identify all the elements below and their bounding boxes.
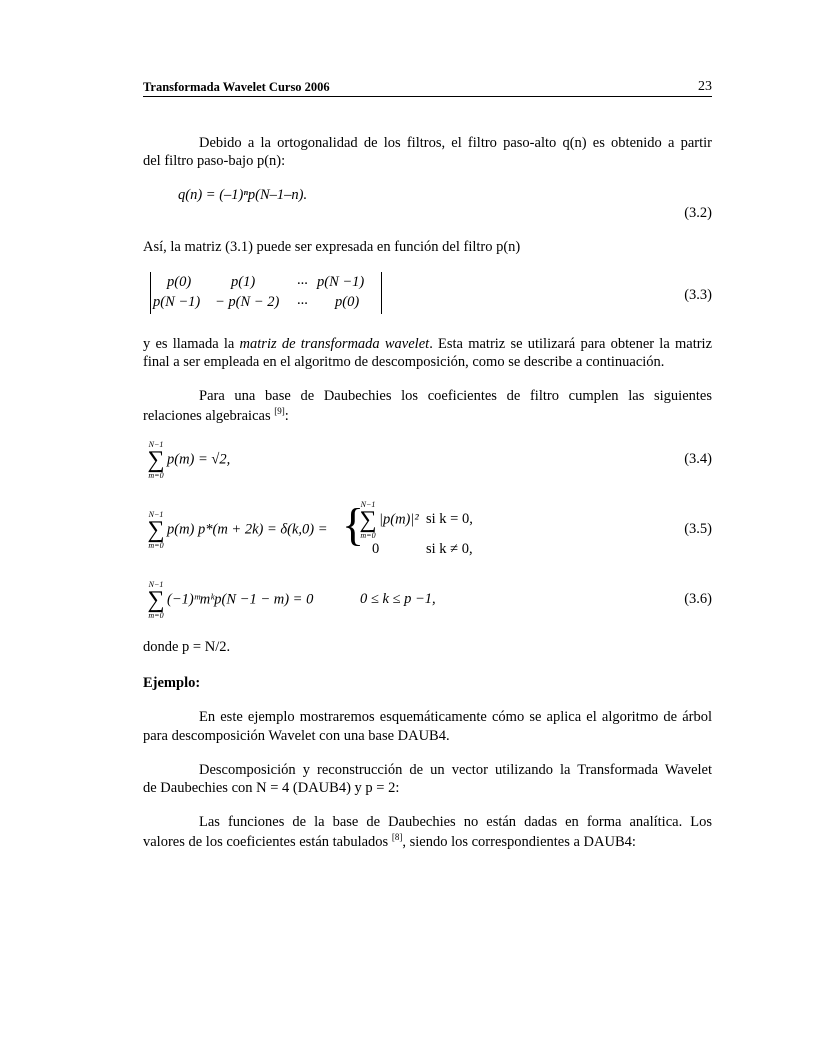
page-number: 23	[698, 79, 712, 94]
citation: [8]	[391, 832, 403, 842]
paragraph: donde p = N/2.	[143, 639, 231, 655]
case-condition: si k ≠ 0,	[426, 541, 473, 557]
paragraph-line: En este ejemplo mostraremos esquemáticamente cómo se aplica el algoritmo de árbol	[199, 709, 712, 725]
text: :	[284, 407, 289, 424]
equation-3-5	[145, 510, 328, 550]
equation-label: (3.2)	[684, 205, 712, 221]
matrix-cell: p(0)	[167, 274, 192, 290]
text: valores de los coeficientes están tabulados	[143, 833, 389, 850]
paragraph-line: Descomposición y reconstrucción de un vector utilizando la Transformada Wavelet	[199, 762, 712, 778]
case-expr: 0	[372, 541, 380, 557]
matrix-cell: p(N −1)	[317, 274, 365, 290]
matrix-cell: ...	[297, 272, 308, 288]
matrix-cell: ...	[297, 292, 308, 308]
equation-label: (3.3)	[684, 287, 712, 303]
paragraph: Así, la matriz (3.1) puede ser expresada en función del filtro p(n)	[143, 239, 521, 255]
equation-expr: p(m) p*(m + 2k) = δ(k,0) =	[167, 521, 328, 538]
citation: [9]	[274, 406, 285, 416]
summation-icon: N−1 ∑ m=0	[359, 500, 377, 540]
paragraph-line: de Daubechies con N = 4 (DAUB4) y p = 2:	[143, 780, 400, 796]
emphasis: matriz de transformada wavelet	[239, 336, 430, 352]
equation-3-6	[145, 580, 313, 620]
equation-condition: 0 ≤ k ≤ p −1,	[360, 591, 436, 607]
text: . Esta matriz se utilizará para obtener la matriz	[429, 336, 713, 352]
summation-icon: N−1 ∑ m=0	[147, 510, 165, 550]
equation-label: (3.6)	[684, 591, 712, 607]
paragraph-line: final a ser empleada en el algoritmo de descomposición, como se describe a continuación.	[143, 354, 665, 370]
case-expr: |p(m)|²	[379, 511, 419, 528]
case-condition: si k = 0,	[426, 511, 473, 527]
equation-expr: (−1)ᵐmᵏp(N −1 − m) = 0	[167, 591, 314, 608]
text: , siendo los correspondientes a DAUB4:	[402, 833, 636, 850]
equation-3-3-matrix	[150, 272, 382, 314]
summation-icon: N−1 ∑ m=0	[147, 440, 165, 480]
equation-label: (3.5)	[684, 521, 712, 537]
text: y es llamada la	[143, 336, 240, 352]
paragraph-line: Debido a la ortogonalidad de los filtros, el filtro paso-alto q(n) es obtenido a partir	[199, 135, 712, 151]
header-rule	[143, 96, 712, 97]
paragraph-line: del filtro paso-bajo p(n):	[143, 153, 286, 169]
paragraph-line: para descomposición Wavelet con una base DAUB4.	[143, 728, 450, 744]
equation-3-4	[145, 440, 230, 480]
equation-3-2: q(n) = (–1)ⁿp(N–1–n).	[178, 187, 308, 203]
matrix-cell: − p(N − 2)	[215, 294, 280, 310]
section-heading: Ejemplo:	[143, 675, 201, 691]
equation-expr: p(m) = √2,	[167, 451, 231, 468]
paragraph-line	[143, 832, 636, 851]
summation-icon: N−1 ∑ m=0	[147, 580, 165, 620]
matrix-cell: p(1)	[231, 274, 256, 290]
matrix-cell: p(0)	[335, 294, 360, 310]
paragraph-line	[143, 336, 712, 353]
matrix-cell: p(N −1)	[153, 294, 201, 310]
paragraph-line: Las funciones de la base de Daubechies no están dadas en forma analítica. Los	[199, 814, 712, 830]
case-1	[357, 500, 419, 540]
paragraph-line	[143, 406, 289, 425]
text: relaciones algebraicas	[143, 407, 271, 424]
equation-label: (3.4)	[684, 451, 712, 467]
brace: {	[342, 499, 365, 550]
running-header: Transformada Wavelet Curso 2006	[143, 80, 330, 94]
paragraph-line: Para una base de Daubechies los coeficientes de filtro cumplen las siguientes	[199, 388, 712, 404]
